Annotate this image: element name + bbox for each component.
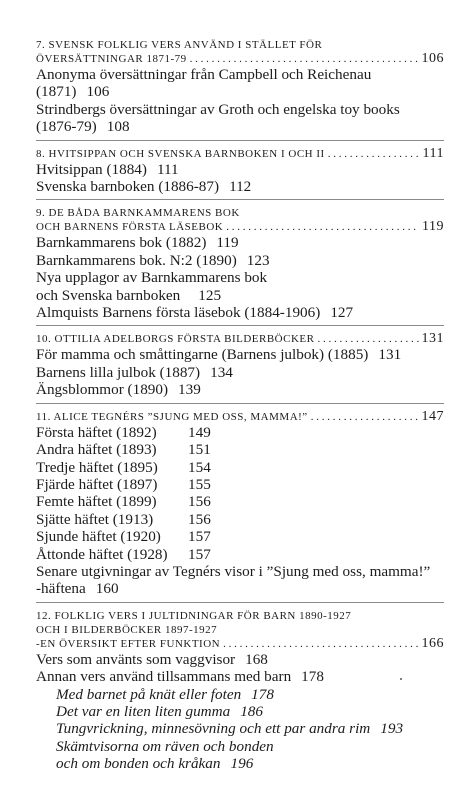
entry-text: Barnkammarens bok. N:2 (1890) — [36, 251, 237, 269]
page-number: 186 — [240, 702, 263, 720]
list-item — [36, 459, 444, 476]
page-number: 111 — [422, 145, 444, 161]
page-number: 156 — [188, 510, 211, 528]
section-heading: ÖVERSÄTTNINGAR 1871-79 — [36, 53, 187, 65]
entry-text: Barnkammarens bok (1882) — [36, 234, 207, 252]
page-number: 134 — [210, 363, 233, 381]
toc-entry — [36, 346, 444, 363]
entry-text: Sjätte häftet (1913) — [36, 510, 154, 528]
page-number: 178 — [301, 668, 324, 686]
toc-entry — [36, 668, 444, 685]
toc-entry: Nya upplagor av Barnkammarens bok — [36, 269, 268, 287]
toc-entry — [36, 161, 444, 178]
section-heading-line — [36, 410, 444, 424]
toc-entry — [36, 252, 444, 269]
entry-text: Tungvrickning, minnesövning och ett par andra rim — [56, 720, 371, 738]
page-number: 127 — [330, 304, 354, 322]
entry-text: Första häftet (1892) — [36, 423, 157, 441]
section-7 — [36, 38, 444, 141]
list-item — [36, 441, 444, 458]
entry-text: och Svenska barnboken — [36, 286, 181, 304]
entry-text: Med barnet på knät eller foten — [56, 685, 242, 703]
entry-text: Det var en liten liten gumma — [56, 702, 231, 720]
entry-text: Svenska barnboken (1886-87) — [36, 178, 220, 196]
section-heading-line — [36, 220, 444, 234]
entry-text: Barnens lilla julbok (1887) — [36, 363, 201, 381]
section-10 — [36, 332, 444, 403]
toc-entry — [36, 178, 444, 195]
page-number: 157 — [188, 528, 211, 546]
list-item — [36, 511, 444, 528]
page-number: 149 — [188, 423, 211, 441]
page-number: 155 — [188, 475, 211, 493]
toc-entry: Anonyma översättningar från Campbell och Reichenau — [36, 66, 372, 83]
page-number: 154 — [188, 458, 211, 476]
toc-entry: Strindbergs översättningar av Groth och engelska toy books — [36, 100, 400, 118]
toc-subentry — [36, 755, 444, 772]
section-heading: OCH I BILDERBÖCKER 1897-1927 — [36, 623, 218, 636]
page-number: 193 — [380, 720, 404, 738]
section-heading: -EN ÖVERSIKT EFTER FUNKTION — [36, 637, 221, 650]
page-number: 160 — [95, 580, 119, 598]
page-number: 196 — [230, 755, 254, 773]
toc-subentry: Skämtvisorna om räven och bonden — [56, 737, 274, 755]
section-9 — [36, 206, 444, 326]
section-heading: 12. FOLKLIG VERS I JULTIDNINGAR FÖR BARN 1890-1927 — [36, 609, 352, 622]
dot-leader — [317, 332, 418, 346]
section-heading-line — [36, 147, 444, 161]
section-heading: 7. SVENSK FOLKLIG VERS ANVÄND I STÄLLET FÖR — [36, 39, 323, 51]
section-heading-line — [36, 52, 444, 66]
page-number: 156 — [188, 493, 211, 511]
toc-entry — [36, 580, 444, 597]
entry-text: (1871) — [36, 83, 77, 101]
toc-subentry — [36, 703, 444, 720]
entry-text: Andra häftet (1893) — [36, 441, 157, 459]
entry-text: Vers som använts som vaggvisor — [36, 650, 236, 668]
section-11 — [36, 410, 444, 603]
page-number: 108 — [106, 118, 130, 136]
section-heading: 9. DE BÅDA BARNKAMMARENS BOK — [36, 207, 240, 220]
list-item — [36, 476, 444, 493]
list-item — [36, 546, 444, 563]
toc-entry — [36, 118, 444, 135]
toc-subentry — [36, 720, 444, 737]
page-number: 106 — [421, 51, 444, 66]
section-8 — [36, 147, 444, 201]
table-of-contents — [36, 38, 444, 783]
entry-text: Ängsblommor (1890) — [36, 381, 169, 399]
entry-text: Fjärde häftet (1897) — [36, 475, 158, 493]
toc-entry — [36, 381, 444, 398]
page-number: 157 — [188, 545, 211, 563]
page-number: 168 — [245, 650, 268, 668]
page-number: 106 — [86, 83, 110, 101]
entry-text: Almquists Barnens första läsebok (1884-1906) — [36, 304, 321, 322]
page-number: 151 — [188, 441, 211, 459]
entry-text: Tredje häftet (1895) — [36, 458, 158, 476]
section-heading: 8. HVITSIPPAN OCH SVENSKA BARNBOKEN I OCH II — [36, 147, 325, 160]
volume-list — [36, 424, 444, 563]
section-12 — [36, 609, 444, 777]
page-number: 111 — [156, 160, 179, 178]
list-item — [36, 493, 444, 510]
entry-text: Hvitsippan (1884) — [36, 160, 147, 178]
print-speck — [400, 678, 402, 680]
section-heading-line — [36, 332, 444, 346]
page-number: 147 — [421, 408, 444, 424]
page-number: 119 — [216, 234, 239, 252]
list-item — [36, 528, 444, 545]
toc-entry — [36, 304, 444, 321]
toc-entry — [36, 83, 444, 100]
entry-text: Sjunde häftet (1920) — [36, 528, 161, 546]
entry-text: Åttonde häftet (1928) — [36, 545, 168, 563]
page-number: 123 — [246, 251, 270, 269]
toc-entry — [36, 234, 444, 251]
dot-leader — [223, 637, 418, 651]
entry-text: Annan vers använd tillsammans med barn — [36, 668, 292, 686]
page-number: 166 — [421, 635, 444, 651]
page-number: 139 — [178, 381, 201, 399]
list-item — [36, 424, 444, 441]
page-number: 125 — [198, 286, 222, 304]
page-number: 131 — [421, 331, 444, 347]
toc-entry — [36, 287, 444, 304]
entry-text: -häftena — [36, 580, 86, 598]
section-heading: OCH BARNENS FÖRSTA LÄSEBOK — [36, 221, 224, 234]
dot-leader — [328, 147, 420, 161]
page-number: 178 — [251, 685, 274, 703]
entry-text: (1876-79) — [36, 118, 97, 136]
entry-text: Femte häftet (1899) — [36, 493, 157, 511]
entry-text: och om bonden och kråkan — [56, 755, 221, 773]
entry-text: För mamma och småttingarne (Barnens julbok) (1885) — [36, 346, 369, 364]
toc-entry — [36, 651, 444, 668]
section-heading: 10. OTTILIA ADELBORGS FÖRSTA BILDERBÖCKER — [36, 333, 315, 346]
dot-leader — [226, 220, 419, 234]
toc-entry — [36, 364, 444, 381]
page-number: 119 — [422, 219, 444, 235]
toc-entry: Senare utgivningar av Tegnérs visor i ”Sjung med oss, mamma!” — [36, 562, 431, 580]
dot-leader — [311, 410, 419, 424]
toc-subentry — [36, 686, 444, 703]
section-heading: 11. ALICE TEGNÉRS ”SJUNG MED OSS, MAMMA!” — [36, 410, 308, 423]
dot-leader — [190, 52, 419, 66]
page-number: 131 — [378, 346, 402, 364]
section-heading-line — [36, 637, 444, 651]
page-number: 112 — [229, 178, 252, 196]
